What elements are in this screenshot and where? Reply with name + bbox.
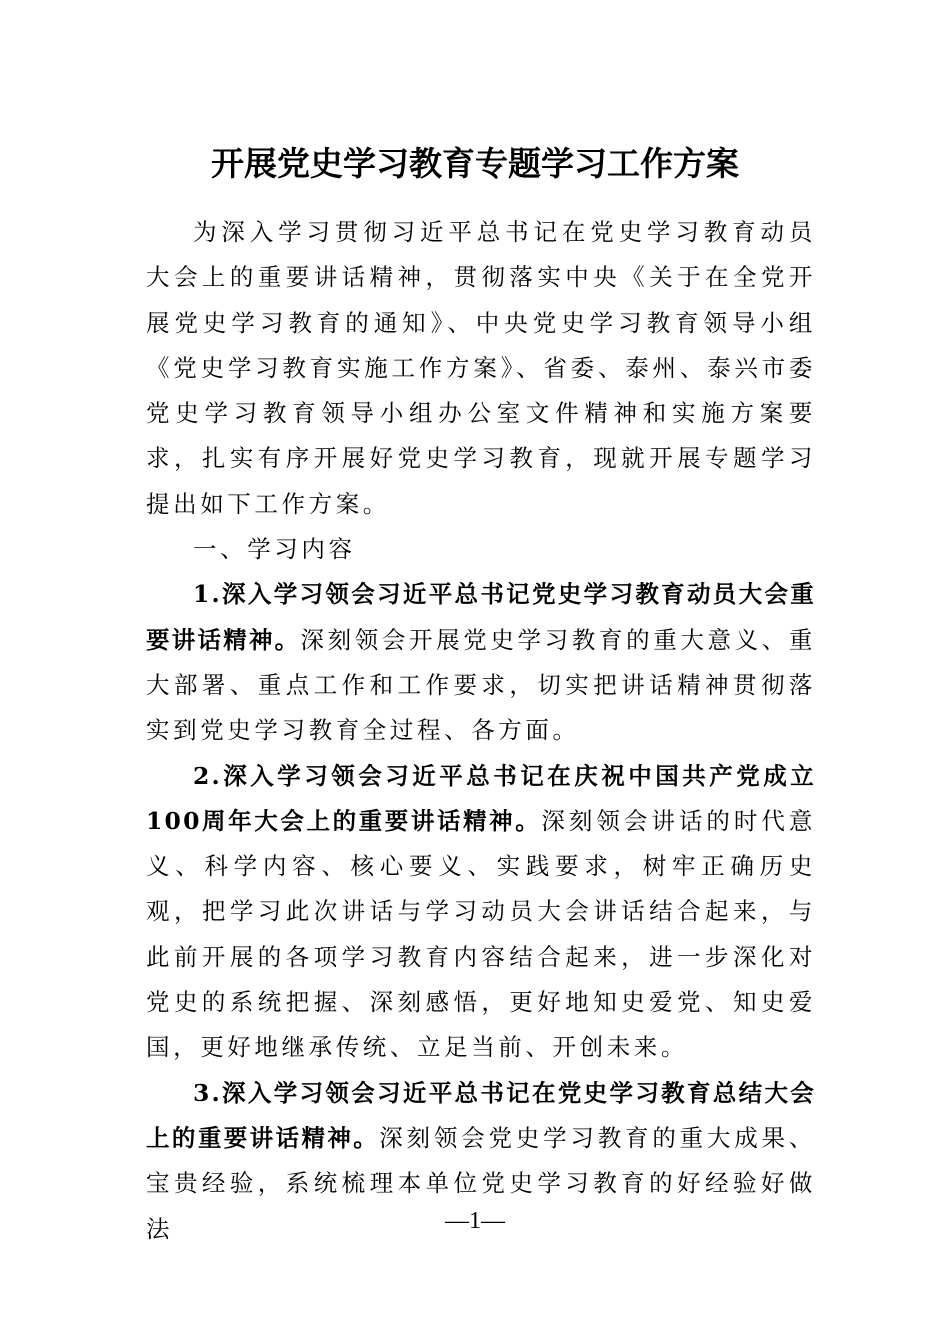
list-item [146, 572, 816, 753]
item-lead: 1.深入学习领会习近平总书记党史学习教育动员大会重要讲话精神。 [146, 580, 816, 654]
document-title: 开展党史学习教育专题学习工作方案 [211, 144, 739, 183]
intro-paragraph: 为深入学习贯彻习近平总书记在党史学习教育动员大会上的重要讲话精神，贯彻落实中央《关于在全党开展党史学习教育的通知》、中央党史学习教育领导小组《党史学习教育实施工作方案》、省委、泰州、泰兴市委党史学习教育领导小组办公室文件精神和实施方案要求，扎实有序开展好党史学习教育，现就开展专题学习提出如下工作方案。 [146, 218, 816, 518]
page-number: —1— [445, 1208, 505, 1234]
list-item [146, 754, 816, 1071]
item-text: 深刻领会党史学习教育的重大成果、宝贵经验，系统梳理本单位党史学习教育的好经验好做法 [146, 1123, 816, 1243]
section-heading-1: 一、学习内容 [193, 535, 356, 564]
item-lead: 2.深入学习领会习近平总书记在庆祝中国共产党成立100周年大会上的重要讲话精神。 [146, 761, 816, 835]
document-body [146, 210, 816, 1252]
item-text: 深刻领会讲话的时代意义、科学内容、核心要义、实践要求，树牢正确历史观，把学习此次讲话与学习动员大会讲话结合起来，与此前开展的各项学习教育内容结合起来，进一步深化对党史的系统把握、深刻感悟，更好地知史爱党、知史爱国，更好地继承传统、立足当前、开创未来。 [146, 806, 816, 1062]
item-text: 深刻领会开展党史学习教育的重大意义、重大部署、重点工作和工作要求，切实把讲话精神贯彻落实到党史学习教育全过程、各方面。 [146, 625, 817, 745]
item-lead: 3.深入学习领会习近平总书记在党史学习教育总结大会上的重要讲话精神。 [146, 1078, 816, 1152]
